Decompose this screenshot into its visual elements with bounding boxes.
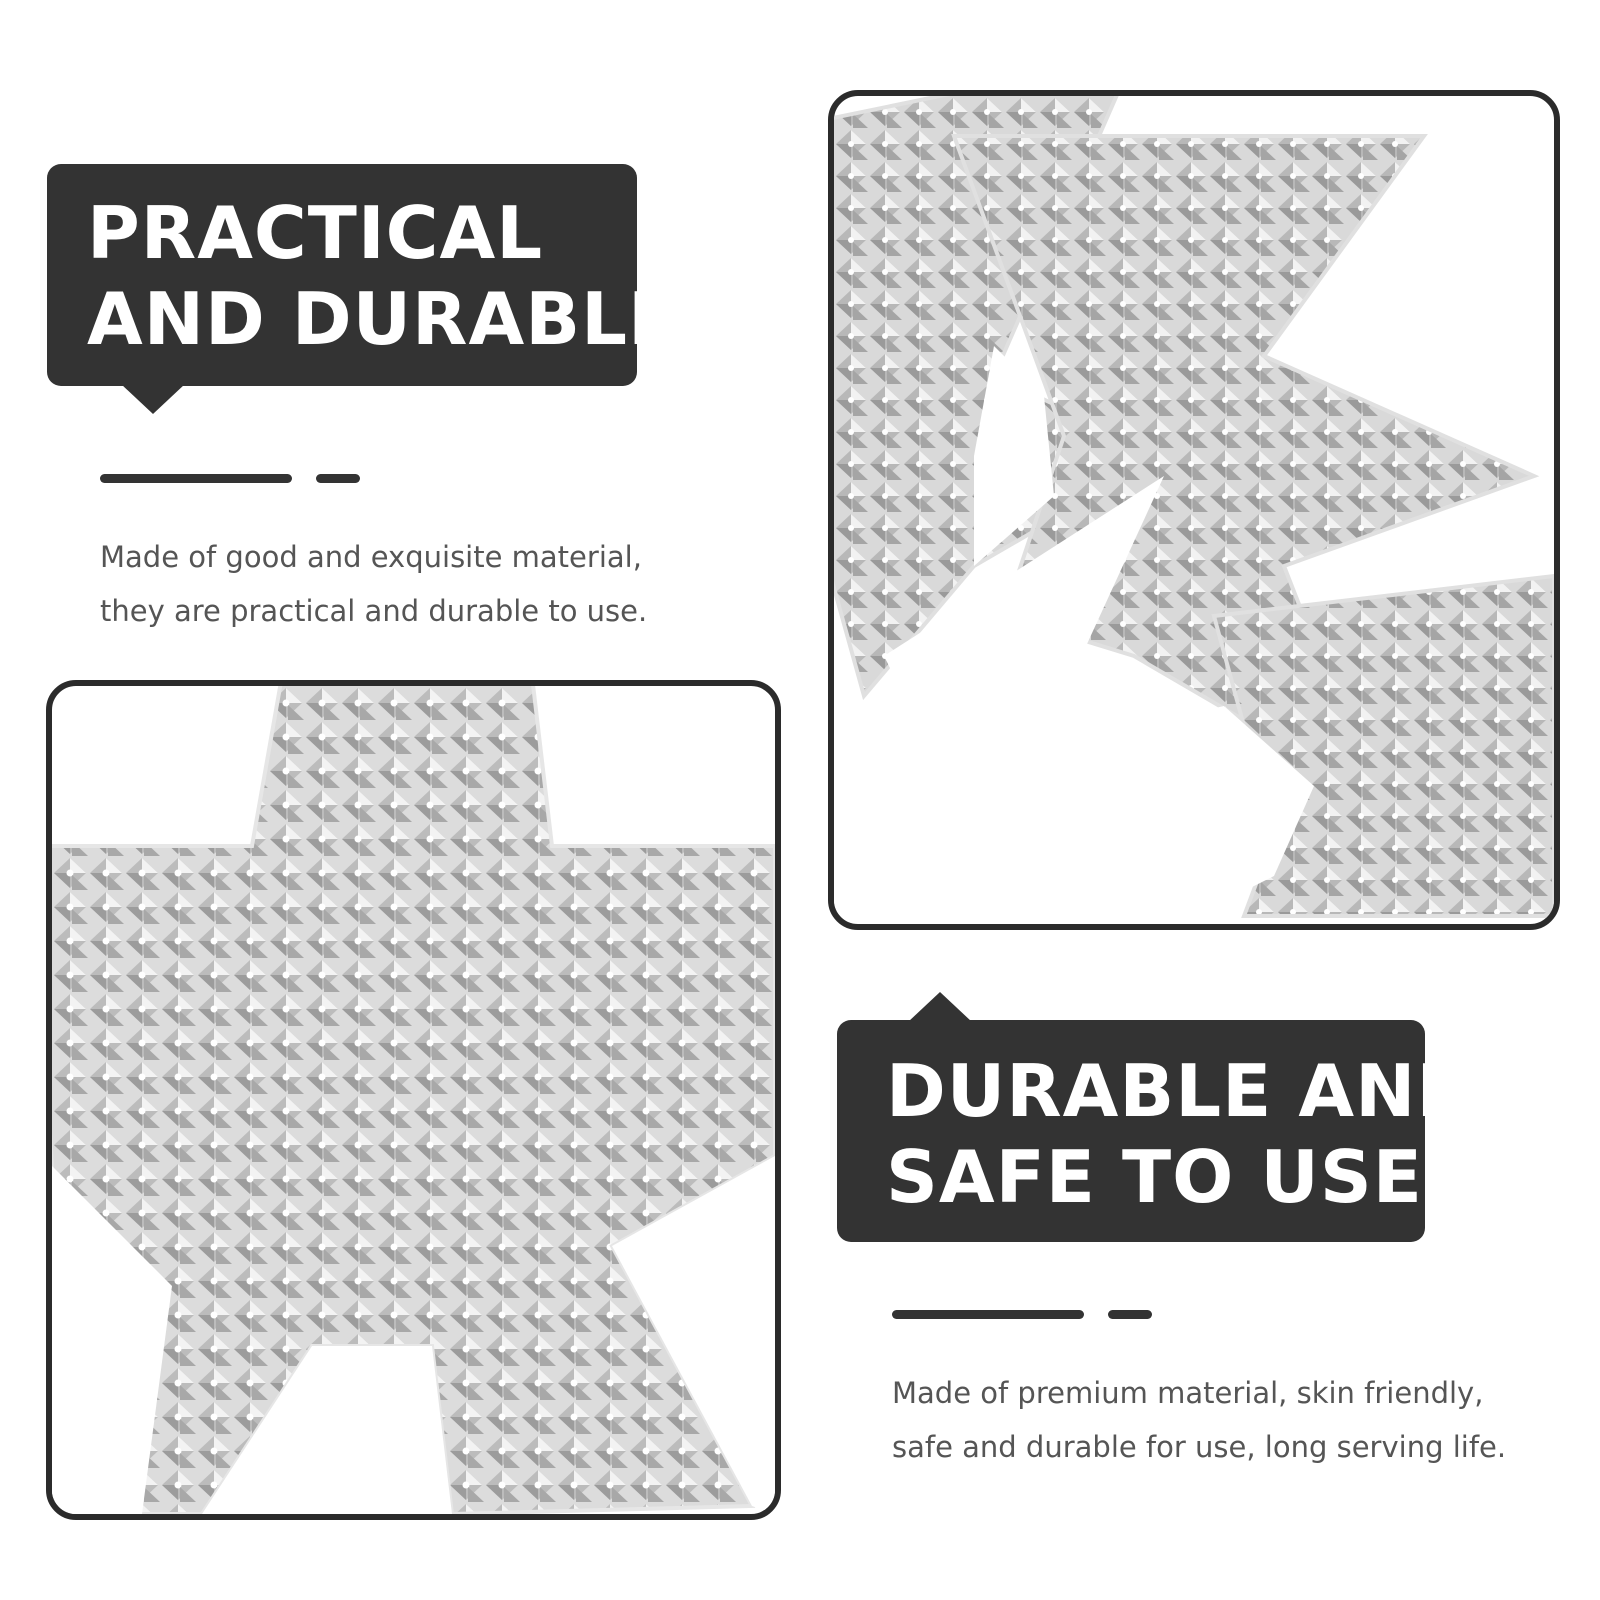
description-line-2: they are practical and durable to use. xyxy=(100,594,648,628)
description-line-1: Made of premium material, skin friendly, xyxy=(892,1376,1484,1410)
feature-description-1 xyxy=(100,530,647,638)
feature-banner-durable-safe xyxy=(837,1020,1478,1242)
description-line-2: safe and durable for use, long serving life. xyxy=(892,1430,1507,1464)
rhinestone-star-image xyxy=(52,686,775,1514)
divider-short xyxy=(316,474,360,483)
feature-description-2 xyxy=(892,1366,1506,1474)
rhinestone-stars-image xyxy=(834,96,1554,924)
rhinestone-stars-photo xyxy=(828,90,1560,930)
divider-long xyxy=(100,474,292,483)
banner-heading-line-1: PRACTICAL xyxy=(87,191,544,275)
rhinestone-star-photo xyxy=(46,680,781,1520)
divider-short xyxy=(1108,1310,1152,1319)
banner-heading-line-2: SAFE TO USE xyxy=(886,1135,1423,1219)
banner-heading-line-2: AND DURABLE xyxy=(87,277,679,361)
divider-long xyxy=(892,1310,1084,1319)
description-line-1: Made of good and exquisite material, xyxy=(100,540,642,574)
feature-banner-practical-durable xyxy=(47,164,679,386)
banner-heading-line-1: DURABLE AND xyxy=(886,1049,1478,1133)
